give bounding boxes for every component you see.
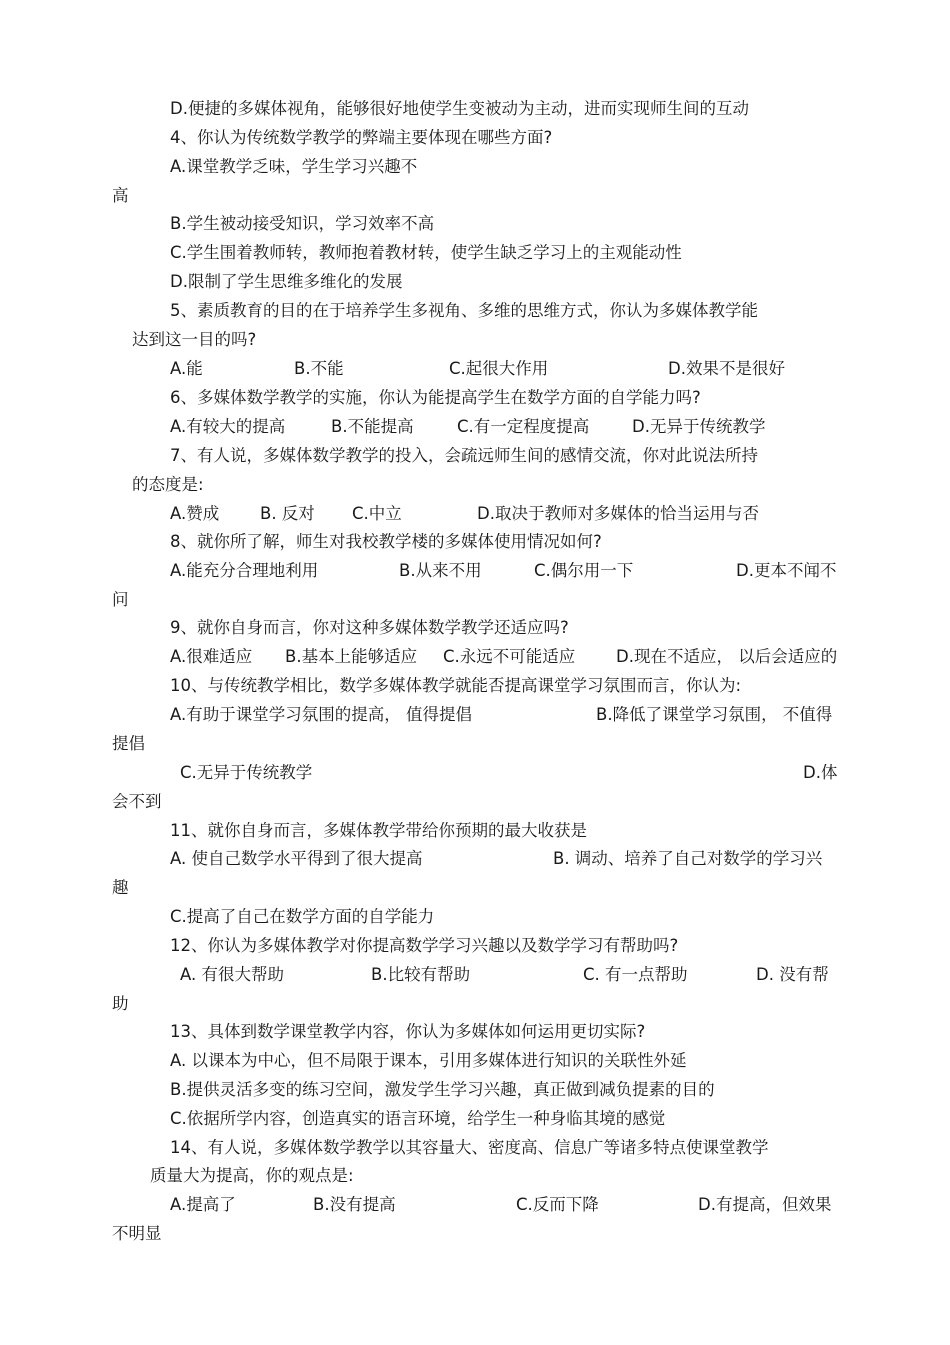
q10-question: 10、与传统教学相比，数学多媒体教学就能否提高课堂学习氛围而言，你认为: bbox=[170, 676, 742, 695]
q8-option-d-cont: 问 bbox=[112, 590, 129, 609]
q5-option-c: C.起很大作用 bbox=[449, 359, 549, 378]
q10-option-d: D.体 bbox=[803, 763, 838, 782]
q9-option-b: B.基本上能够适应 bbox=[285, 647, 418, 666]
q8-option-a: A.能充分合理地利用 bbox=[170, 561, 319, 580]
q4-option-d: D.限制了学生思维多维化的发展 bbox=[170, 272, 403, 291]
q14-question: 14、有人说，多媒体数学教学以其容量大、密度高、信息广等诸多特点使课堂教学 bbox=[170, 1138, 769, 1157]
q5-question: 5、素质教育的目的在于培养学生多视角、多维的思维方式，你认为多媒体教学能 bbox=[170, 301, 758, 320]
q7-option-b: B. 反对 bbox=[260, 504, 315, 523]
q8-question: 8、就你所了解，师生对我校教学楼的多媒体使用情况如何? bbox=[170, 532, 602, 551]
q13-option-c: C.依据所学内容，创造真实的语言环境，给学生一种身临其境的感觉 bbox=[170, 1109, 666, 1128]
q13-option-a: A. 以课本为中心，但不局限于课本，引用多媒体进行知识的关联性外延 bbox=[170, 1051, 687, 1070]
q5-option-d: D.效果不是很好 bbox=[668, 359, 785, 378]
q10-option-a: A.有助于课堂学习氛围的提高， 值得提倡 bbox=[170, 705, 472, 724]
q12-option-d-cont: 助 bbox=[112, 994, 129, 1013]
q10-option-c: C.无异于传统教学 bbox=[180, 763, 313, 782]
q5-question-cont: 达到这一目的吗? bbox=[132, 330, 257, 349]
q14-option-a: A.提高了 bbox=[170, 1195, 236, 1214]
q7-option-a: A.赞成 bbox=[170, 504, 220, 523]
q8-option-d: D.更本不闻不 bbox=[736, 561, 837, 580]
q11-option-c: C.提高了自己在数学方面的自学能力 bbox=[170, 907, 435, 926]
q14-option-d-cont: 不明显 bbox=[112, 1224, 162, 1243]
q3-option-d: D.便捷的多媒体视角，能够很好地使学生变被动为主动，进而实现师生间的互动 bbox=[170, 99, 749, 118]
q4-question: 4、你认为传统数学教学的弊端主要体现在哪些方面? bbox=[170, 128, 553, 147]
q4-option-b: B.学生被动接受知识，学习效率不高 bbox=[170, 214, 435, 233]
q5-option-a: A.能 bbox=[170, 359, 203, 378]
q7-option-c: C.中立 bbox=[352, 504, 402, 523]
q6-option-a: A.有较大的提高 bbox=[170, 417, 286, 436]
q8-option-b: B.从来不用 bbox=[399, 561, 482, 580]
q11-question: 11、就你自身而言，多媒体教学带给你预期的最大收获是 bbox=[170, 821, 587, 840]
q4-option-a-cont: 高 bbox=[112, 186, 129, 205]
q12-option-d: D. 没有帮 bbox=[756, 965, 829, 984]
q5-option-b: B.不能 bbox=[294, 359, 344, 378]
q14-option-b: B.没有提高 bbox=[313, 1195, 396, 1214]
q6-option-c: C.有一定程度提高 bbox=[457, 417, 590, 436]
q9-option-d: D.现在不适应， 以后会适应的 bbox=[616, 647, 838, 666]
q13-question: 13、具体到数学课堂教学内容，你认为多媒体如何运用更切实际? bbox=[170, 1022, 646, 1041]
q8-option-c: C.偶尔用一下 bbox=[534, 561, 634, 580]
q4-option-a: A.课堂教学乏味，学生学习兴趣不 bbox=[170, 157, 418, 176]
q7-question-cont: 的态度是: bbox=[132, 475, 204, 494]
q12-question: 12、你认为多媒体教学对你提高数学学习兴趣以及数学学习有帮助吗? bbox=[170, 936, 679, 955]
q14-option-d: D.有提高，但效果 bbox=[698, 1195, 832, 1214]
q6-option-d: D.无异于传统教学 bbox=[632, 417, 766, 436]
q6-question: 6、多媒体数学教学的实施，你认为能提高学生在数学方面的自学能力吗? bbox=[170, 388, 701, 407]
q12-option-b: B.比较有帮助 bbox=[371, 965, 471, 984]
q10-option-b: B.降低了课堂学习氛围， 不值得 bbox=[596, 705, 833, 724]
q11-option-a: A. 使自己数学水平得到了很大提高 bbox=[170, 849, 423, 868]
q10-option-d-cont: 会不到 bbox=[112, 792, 162, 811]
q9-option-c: C.永远不可能适应 bbox=[443, 647, 576, 666]
q12-option-c: C. 有一点帮助 bbox=[583, 965, 688, 984]
q11-option-b-cont: 趣 bbox=[112, 878, 129, 897]
q14-question-cont: 质量大为提高，你的观点是: bbox=[150, 1166, 354, 1185]
q12-option-a: A. 有很大帮助 bbox=[180, 965, 284, 984]
q14-option-c: C.反而下降 bbox=[516, 1195, 599, 1214]
q10-option-b-cont: 提倡 bbox=[112, 734, 145, 753]
q6-option-b: B.不能提高 bbox=[331, 417, 414, 436]
q11-option-b: B. 调动、培养了自己对数学的学习兴 bbox=[553, 849, 823, 868]
q4-option-c: C.学生围着教师转，教师抱着教材转，使学生缺乏学习上的主观能动性 bbox=[170, 243, 682, 262]
q7-option-d: D.取决于教师对多媒体的恰当运用与否 bbox=[477, 504, 759, 523]
q13-option-b: B.提供灵活多变的练习空间，激发学生学习兴趣，真正做到减负提素的目的 bbox=[170, 1080, 715, 1099]
q9-option-a: A.很难适应 bbox=[170, 647, 253, 666]
q9-question: 9、就你自身而言，你对这种多媒体数学教学还适应吗? bbox=[170, 618, 569, 637]
q7-question: 7、有人说，多媒体数学教学的投入，会疏远师生间的感情交流，你对此说法所持 bbox=[170, 446, 758, 465]
